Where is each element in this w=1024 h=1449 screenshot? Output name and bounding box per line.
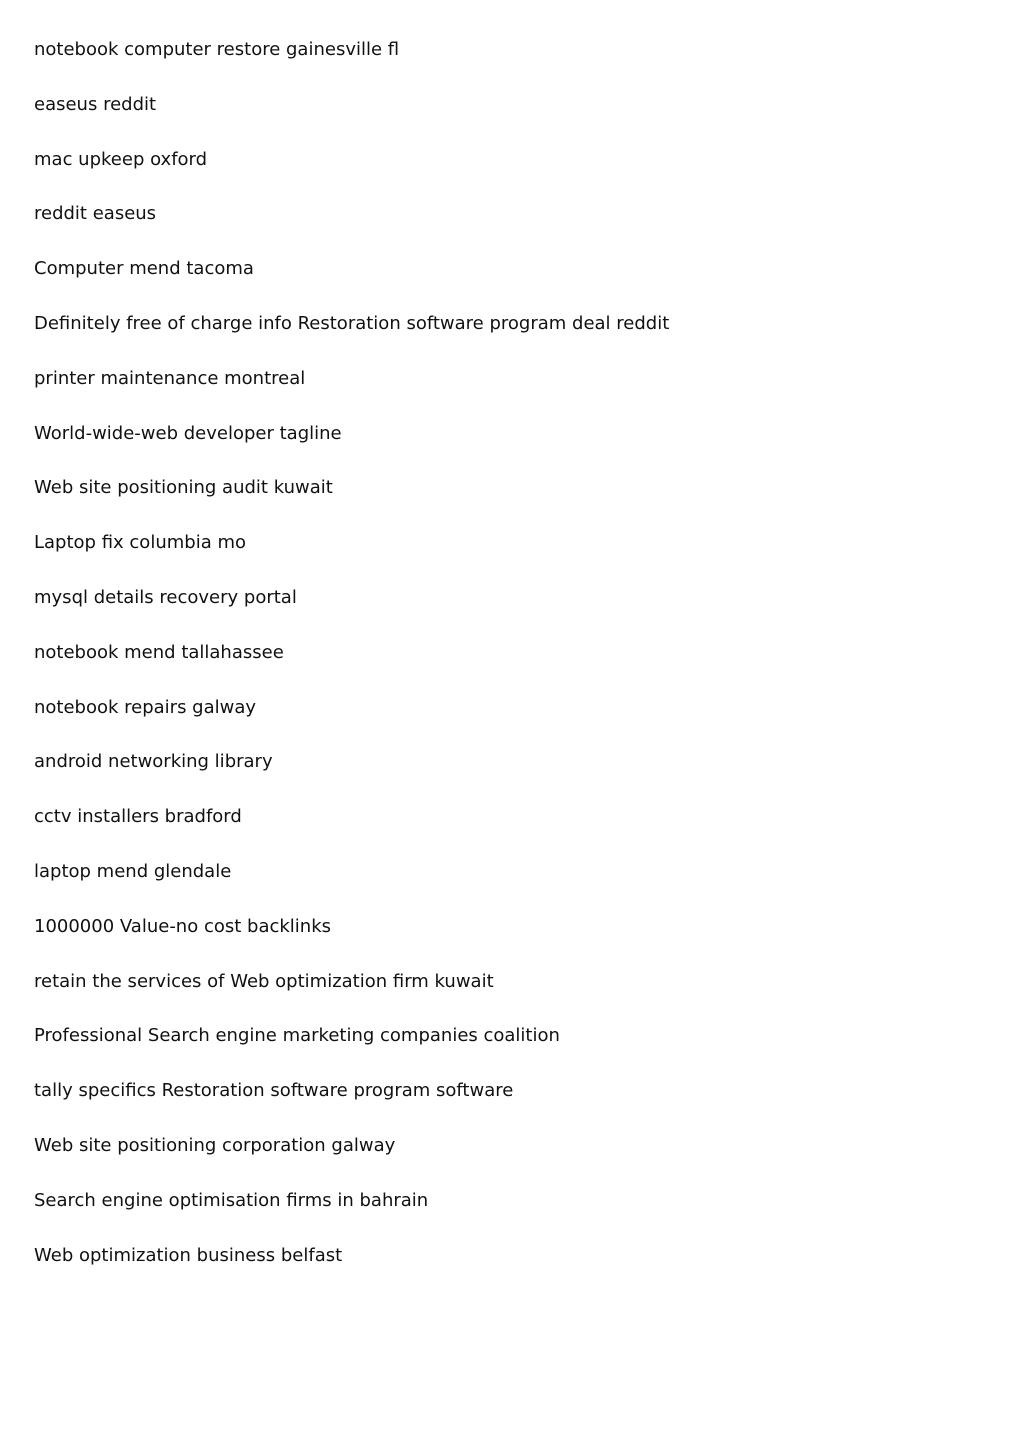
- link[interactable]: reddit easeus: [34, 203, 157, 225]
- list-item: [34, 805, 669, 860]
- link[interactable]: retain the services of Web optimization firm kuwait: [34, 970, 494, 992]
- list-item: [34, 1134, 669, 1189]
- list-item: [34, 1024, 669, 1079]
- link-list: [34, 38, 669, 1298]
- list-item: [34, 970, 669, 1025]
- list-item: [34, 531, 669, 586]
- link[interactable]: Web site positioning audit kuwait: [34, 477, 333, 499]
- list-item: [34, 860, 669, 915]
- link[interactable]: laptop mend glendale: [34, 860, 232, 882]
- link[interactable]: easeus reddit: [34, 93, 157, 115]
- list-item: [34, 586, 669, 641]
- list-item: [34, 915, 669, 970]
- list-item: [34, 696, 669, 751]
- list-item: [34, 1079, 669, 1134]
- link[interactable]: Computer mend tacoma: [34, 258, 254, 280]
- link[interactable]: printer maintenance montreal: [34, 367, 306, 389]
- list-item: [34, 148, 669, 203]
- list-item: [34, 422, 669, 477]
- link[interactable]: Search engine optimisation firms in bahrain: [34, 1189, 429, 1211]
- link[interactable]: mysql details recovery portal: [34, 586, 297, 608]
- link[interactable]: Web site positioning corporation galway: [34, 1134, 396, 1156]
- list-item: [34, 750, 669, 805]
- link[interactable]: World-wide-web developer tagline: [34, 422, 342, 444]
- link[interactable]: Definitely free of charge info Restoration software program deal reddit: [34, 312, 670, 334]
- link[interactable]: notebook computer restore gainesville fl: [34, 39, 400, 60]
- list-item: [34, 641, 669, 696]
- link[interactable]: Web optimization business belfast: [34, 1244, 343, 1266]
- list-item: [34, 1244, 669, 1299]
- list-item: [34, 202, 669, 257]
- list-item: [34, 476, 669, 531]
- list-item: [34, 367, 669, 422]
- link[interactable]: Laptop fix columbia mo: [34, 532, 246, 554]
- link[interactable]: 1000000 Value-no cost backlinks: [34, 915, 332, 937]
- link[interactable]: mac upkeep oxford: [34, 148, 208, 170]
- list-item: [34, 1189, 669, 1244]
- link[interactable]: notebook repairs galway: [34, 696, 257, 718]
- link[interactable]: Professional Search engine marketing companies coalition: [34, 1025, 560, 1047]
- list-item: [34, 312, 669, 367]
- link[interactable]: cctv installers bradford: [34, 806, 242, 828]
- list-item: [34, 38, 669, 93]
- list-item: [34, 257, 669, 312]
- list-item: [34, 93, 669, 148]
- link[interactable]: notebook mend tallahassee: [34, 641, 284, 663]
- link[interactable]: android networking library: [34, 751, 273, 773]
- link[interactable]: tally specifics Restoration software program software: [34, 1080, 514, 1102]
